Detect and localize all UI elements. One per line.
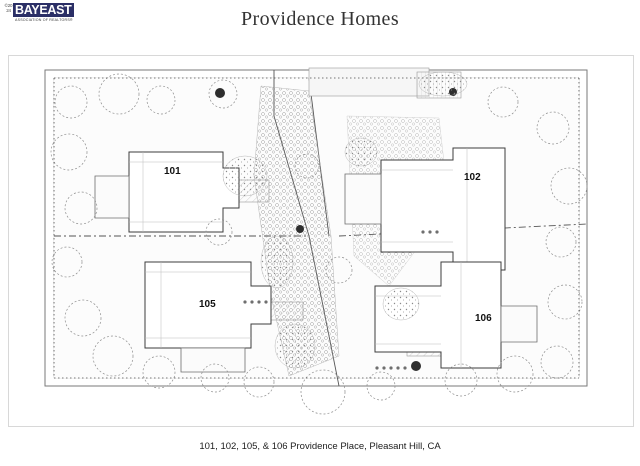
watermark-subtitle: ASSOCIATION OF REALTORS® (15, 18, 73, 22)
page-title: Providence Homes (240, 8, 400, 30)
lot-label-102: 102 (464, 172, 481, 183)
lot-label-105: 105 (199, 299, 216, 310)
image-caption: 101, 102, 105, & 106 Providence Place, Pleasant Hill, CA (199, 441, 441, 452)
site-plan-drawing (9, 56, 633, 426)
watermark-copyright: ©2024 (4, 3, 13, 13)
watermark-brand: BAYEAST (13, 3, 74, 17)
site-plan-image (8, 55, 634, 427)
lot-label-106: 106 (475, 313, 492, 324)
lot-label-101: 101 (164, 166, 181, 177)
